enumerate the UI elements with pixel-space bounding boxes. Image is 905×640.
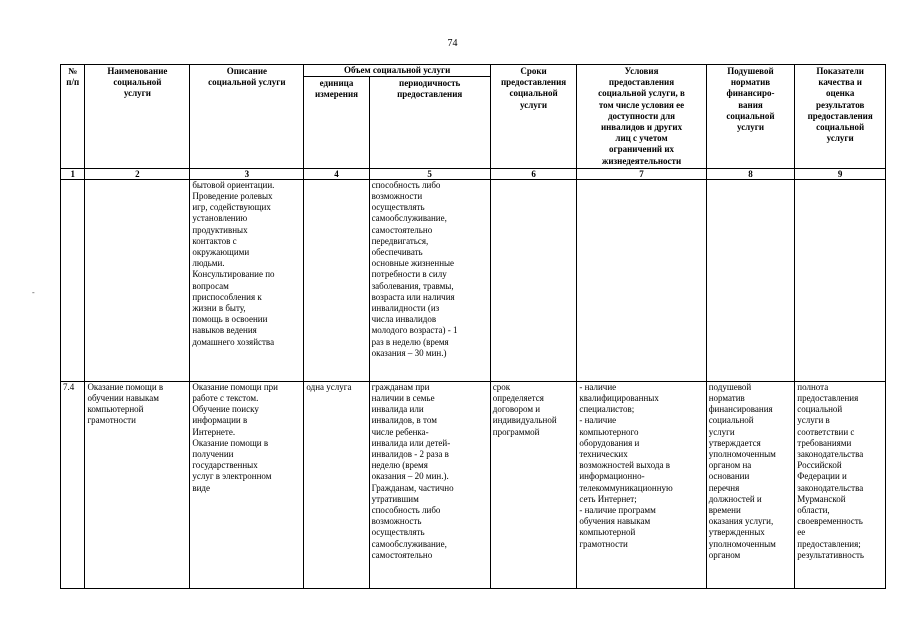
header-periodicity: периодичность предоставления <box>369 77 490 169</box>
header-unit: единица измерения <box>304 77 369 169</box>
column-number-row <box>61 168 886 179</box>
header-terms: Сроки предоставления социальной услуги <box>490 65 577 169</box>
cell-service-name: Оказание помощи в обучении навыкам компьютерной грамотности <box>85 381 190 588</box>
cell-unit <box>304 179 369 381</box>
cell-service-name <box>85 179 190 381</box>
table-row <box>61 381 886 588</box>
header-volume-group: Объем социальной услуги <box>304 65 490 77</box>
header-description: Описание социальной услуги <box>190 65 304 169</box>
column-number: 8 <box>706 168 795 179</box>
column-number: 4 <box>304 168 369 179</box>
cell-conditions: - наличие квалифицированных специалистов; - наличие компьютерного оборудования и технических возможностей выхода в информационно- телекоммуникационную сеть Интернет; - наличие программ обучения навыкам компьютерной грамотности <box>577 381 706 588</box>
column-number: 2 <box>85 168 190 179</box>
cell-number <box>61 179 85 381</box>
cell-unit: одна услуга <box>304 381 369 588</box>
cell-terms: срок определяется договором и индивидуальной программой <box>490 381 577 588</box>
cell-description: Оказание помощи при работе с текстом. Обучение поиску информации в Интернете. Оказание помощи в получении государственных услуг в электронном виде <box>190 381 304 588</box>
cell-indicators <box>795 179 886 381</box>
column-number: 9 <box>795 168 886 179</box>
cell-description: бытовой ориентации. Проведение ролевых игр, содействующих установлению продуктивных контактов с окружающими людьми. Консультирование по вопросам приспособления к жизни в быту, помощь в освоении навыков ведения домашнего хозяйства <box>190 179 304 381</box>
header-conditions: Условия предоставления социальной услуги, в том числе условия ее доступности для инвалидов и других лиц с учетом ограничений их жизнедеятельности <box>577 65 706 169</box>
header-norm: Подушевой норматив финансиро- вания социальной услуги <box>706 65 795 169</box>
header-service-name: Наименование социальной услуги <box>85 65 190 169</box>
column-number: 6 <box>490 168 577 179</box>
cell-norm <box>706 179 795 381</box>
column-number: 1 <box>61 168 85 179</box>
services-table <box>60 64 886 589</box>
cell-indicators: полнота предоставления социальной услуги в соответствии с требованиями законодательства Российской Федерации и законодательства Мурманской области, своевременность ее предоставления; результативность <box>795 381 886 588</box>
page-number: 74 <box>447 38 458 49</box>
table-row <box>61 179 886 381</box>
header-number: № п/п <box>61 65 85 169</box>
cell-periodicity: гражданам при наличии в семье инвалида или инвалидов, в том числе ребенка- инвалида или детей- инвалидов - 2 раза в неделю (время оказания – 20 мин.). Гражданам, частично утратившим способность либо возможность осуществлять самообслуживание, самостоятельно <box>369 381 490 588</box>
column-number: 3 <box>190 168 304 179</box>
cell-periodicity: способность либо возможности осуществлять самообслуживание, самостоятельно передвигаться, обеспечивать основные жизненные потребности в силу заболевания, травмы, возраста или наличия инвалидности (из числа инвалидов молодого возраста) - 1 раз в неделю (время оказания – 30 мин.) <box>369 179 490 381</box>
column-number: 7 <box>577 168 706 179</box>
header-indicators: Показатели качества и оценка результатов предоставления социальной услуги <box>795 65 886 169</box>
cell-terms <box>490 179 577 381</box>
cell-norm: подушевой норматив финансирования социальной услуги утверждается уполномоченным органом на основании перечня должностей и времени оказания услуги, утвержденных уполномоченным органом <box>706 381 795 588</box>
column-number: 5 <box>369 168 490 179</box>
stray-mark: - <box>32 288 35 297</box>
cell-conditions <box>577 179 706 381</box>
cell-number: 7.4 <box>61 381 85 588</box>
